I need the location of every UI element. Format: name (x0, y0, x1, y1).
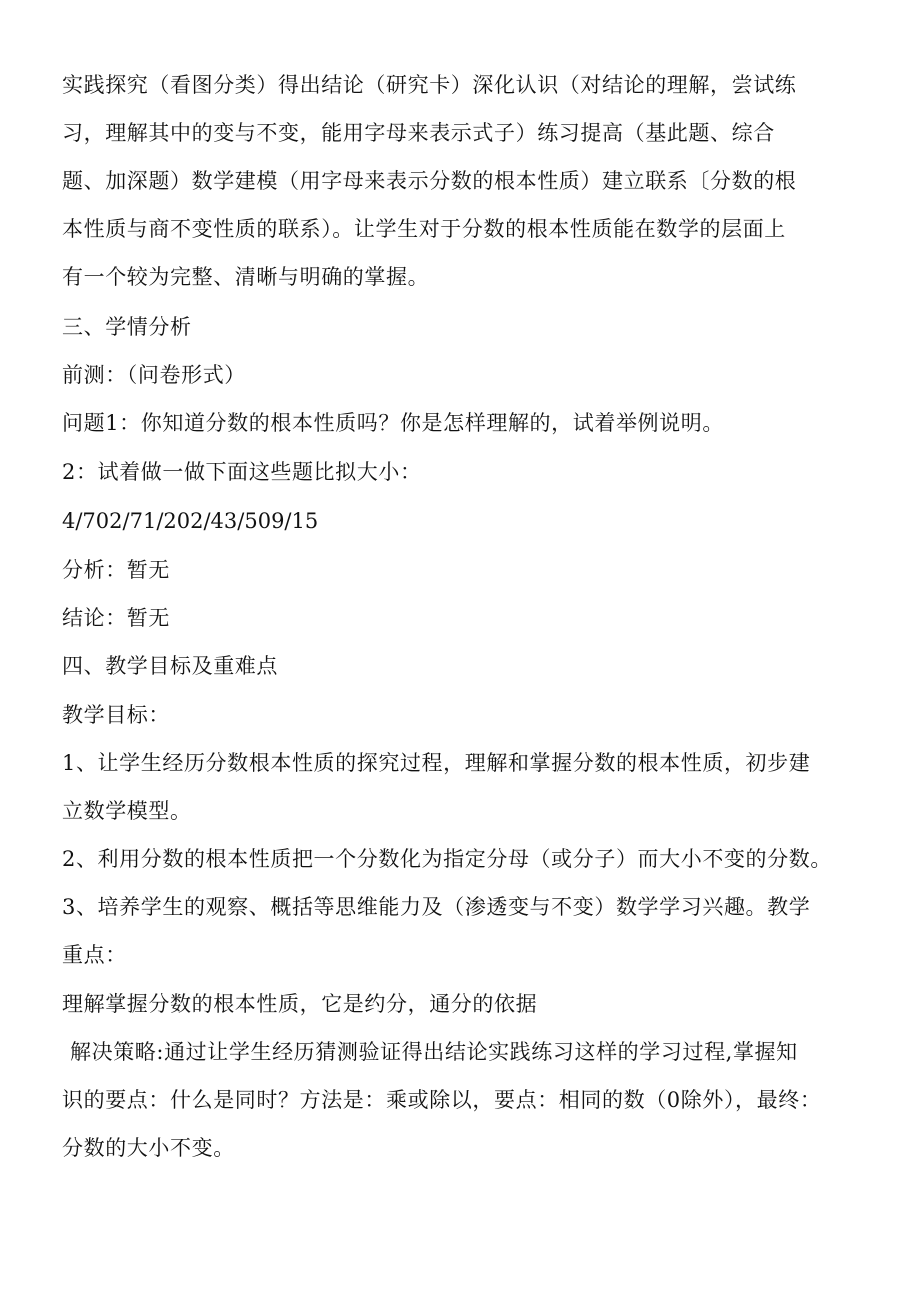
question-line: 问题1：你知道分数的根本性质吗？你是怎样理解的，试着举例说明。 (62, 411, 724, 435)
conclusion-line: 结论：暂无 (62, 606, 170, 630)
text-line: 习，理解其中的变与不变，能用字母来表示式子）练习提高（基此题、综合 (62, 121, 775, 145)
strategy-line: 解决策略:通过让学生经历猜测验证得出结论实践练习这样的学习过程,掌握知 (70, 1040, 798, 1064)
strategy-line: 识的要点：什么是同时？方法是：乘或除以，要点：相同的数（0除外），最终： (62, 1088, 822, 1112)
strategy-line: 分数的大小不变。 (62, 1136, 235, 1160)
text-line: 实践探究（看图分类）得出结论（研究卡）深化认识（对结论的理解，尝试练 (62, 73, 797, 97)
subheading: 重点： (62, 943, 127, 967)
text-line: 本性质与商不变性质的联系）。让学生对于分数的根本性质能在数学的层面上 (62, 217, 786, 241)
text-line: 前测：（问卷形式） (62, 363, 246, 387)
goal-line: 1、让学生经历分数根本性质的探究过程，理解和掌握分数的根本性质，初步建 (62, 751, 811, 775)
goal-line: 3、培养学生的观察、概括等思维能力及（渗透变与不变）数学学习兴趣。教学 (62, 895, 811, 919)
text-line: 题、加深题）数学建模（用字母来表示分数的根本性质）建立联系〔分数的根 (62, 169, 797, 193)
section-heading: 三、学情分析 (62, 315, 192, 339)
fraction-list: 4/702/71/202/43/509/15 (62, 509, 319, 533)
goal-line: 2、利用分数的根本性质把一个分数化为指定分母（或分子）而大小不变的分数。 (62, 847, 832, 871)
question-line: 2：试着做一做下面这些题比拟大小： (62, 460, 422, 484)
section-heading: 四、教学目标及重难点 (62, 654, 278, 678)
analysis-line: 分析：暂无 (62, 558, 170, 582)
goal-line: 立数学模型。 (62, 799, 192, 823)
subheading: 教学目标： (62, 703, 170, 727)
text-line: 有一个较为完整、清晰与明确的掌握。 (62, 265, 430, 289)
text-line: 理解掌握分数的根本性质，它是约分，通分的依据 (62, 992, 538, 1016)
